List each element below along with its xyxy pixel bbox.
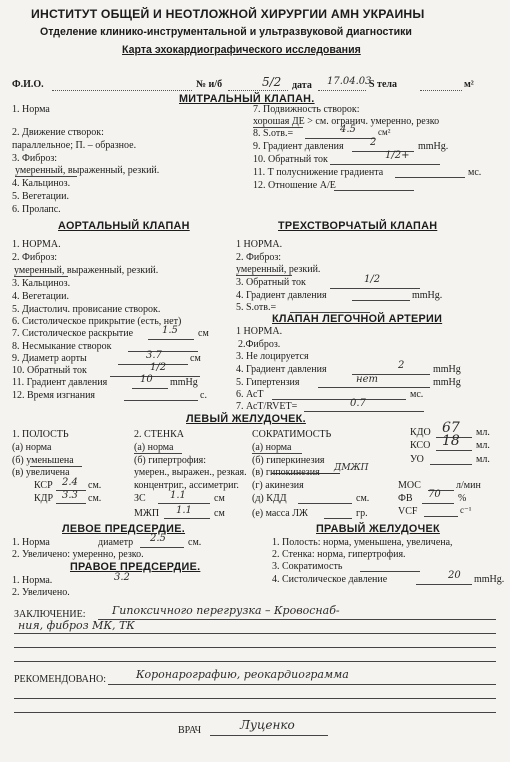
aortic-unit: mmHg — [170, 377, 198, 388]
mitral-item: 9. Градиент давления — [253, 141, 344, 152]
lv-contract-item: (б) гиперкинезия — [252, 455, 325, 466]
fill-line — [132, 388, 168, 389]
doctor-signature: Луценко — [240, 718, 295, 732]
mitral-unit: mmHg. — [418, 141, 449, 152]
mitral-item: параллельное; П. – образное. — [12, 140, 137, 151]
la-diameter-value: 2.5 — [150, 533, 166, 544]
tricuspid-item: 5. S.отв.= — [236, 302, 277, 313]
mitral-item: 5. Вегетации. — [12, 191, 70, 202]
department-title: Отделение клинико-инструментальной и ультразвуковой диагностики — [40, 26, 412, 38]
lv-param-unit: мл. — [476, 440, 490, 451]
fill-line — [430, 464, 472, 465]
mitral-item: 3. Фиброз: — [12, 153, 58, 164]
record-no-label: № и/б — [196, 79, 223, 90]
aortic-title: АОРТАЛЬНЫЙ КЛАПАН — [58, 220, 190, 232]
recommend-label: РЕКОМЕНДОВАНО: — [14, 674, 107, 685]
la-title: ЛЕВОЕ ПРЕДСЕРДИЕ. — [62, 523, 186, 535]
lv-param-label: КСО — [410, 440, 431, 451]
lv-param-label: ФВ — [398, 493, 413, 504]
lv-ksr-value: 2.4 — [62, 477, 78, 488]
aortic-unit: см — [198, 328, 209, 339]
mitral-item: хорошая ДЕ > см. огранич. умеренно, резко — [253, 116, 440, 127]
pulmonary-unit: mmHg — [433, 364, 461, 375]
mitral-reflux-value: 1/2+ — [385, 150, 410, 161]
lv-contract-item: (в) гипокинезия — [252, 467, 320, 478]
fill-line — [148, 339, 194, 340]
aortic-item: 9. Диаметр аорты — [12, 353, 87, 364]
fill-line — [14, 661, 496, 662]
lv-param-unit: л/мин — [456, 480, 481, 491]
tricuspid-item: 3. Обратный ток — [236, 277, 306, 288]
lv-cavity-item: КСР — [34, 480, 53, 491]
pulmonary-unit: mmHg — [433, 377, 461, 388]
fill-line — [324, 518, 352, 519]
fill-line — [298, 503, 352, 504]
la-item: диаметр — [98, 537, 134, 548]
lv-mzhp-value: 1.1 — [176, 505, 192, 516]
underline-mark — [15, 176, 77, 177]
fill-line — [424, 516, 458, 517]
mitral-item: умеренный, выраженный, резкий. — [15, 165, 160, 176]
fio-line — [52, 90, 192, 91]
lv-param-label: КДО — [410, 427, 431, 438]
mitral-item: 6. Пролапс. — [12, 204, 61, 215]
lv-cavity-unit: см. — [88, 480, 102, 491]
aortic-item: 8. Несмыкание створок — [12, 341, 112, 352]
lv-contract-item: (а) норма — [252, 442, 292, 453]
mitral-item: 12. Отношение А/Е — [253, 180, 336, 191]
lv-param-label: УО — [410, 454, 424, 465]
mitral-item: 2. Движение створок: — [12, 127, 104, 138]
lv-contract-item: (д) КДД — [252, 493, 287, 504]
lv-cavity-unit: см. — [88, 493, 102, 504]
lv-contract-unit: см. — [356, 493, 370, 504]
ra-title: ПРАВОЕ ПРЕДСЕРДИЕ. — [70, 561, 201, 573]
la-item: 1. Норма — [12, 537, 50, 548]
fill-line — [334, 190, 414, 191]
fill-line — [140, 547, 184, 548]
aortic-item: 1. НОРМА. — [12, 239, 61, 250]
aortic-reflux-value: 1/2 — [150, 362, 167, 373]
lv-contract-unit: гр. — [356, 508, 368, 519]
aortic-item: 7. Систолическое раскрытие — [12, 328, 134, 339]
rv-title: ПРАВЫЙ ЖЕЛУДОЧЕК — [316, 523, 440, 535]
aortic-item: 10. Обратный ток — [12, 365, 87, 376]
mitral-gradient-value: 2 — [370, 137, 377, 148]
lv-param-label: МОС — [398, 480, 421, 491]
tricuspid-unit: mmHg. — [412, 290, 443, 301]
record-no-line — [228, 90, 288, 91]
rv-item: 4. Систолическое давление — [272, 574, 388, 585]
pulmonary-item: 4. Градиент давления — [236, 364, 327, 375]
la-unit: см. — [188, 537, 202, 548]
underline-mark — [134, 453, 182, 454]
underline-mark — [252, 453, 302, 454]
record-no-value: 5/2 — [262, 75, 282, 89]
body-surface-line — [420, 90, 462, 91]
lv-ef-value: 70 — [428, 489, 441, 500]
lv-param-unit: мл. — [476, 427, 490, 438]
body-surface-label: S тела — [369, 79, 398, 90]
fio-label: Ф.И.О. — [12, 79, 44, 90]
aortic-opening-value: 1.5 — [162, 325, 178, 336]
lv-kdr-value: 3.3 — [62, 490, 78, 501]
aortic-gradient-value: 10 — [140, 374, 153, 385]
aortic-diameter-value: 3.7 — [146, 350, 162, 361]
pulmonary-item: 7. АсТ/RVET= — [236, 401, 298, 412]
lv-param-unit: % — [458, 493, 467, 504]
lv-cavity-item: (а) норма — [12, 442, 52, 453]
tricuspid-item: 1 НОРМА. — [236, 239, 283, 250]
aortic-item: 12. Время изгнания — [12, 390, 96, 401]
fill-line — [395, 177, 465, 178]
aortic-item: 6. Систолическое прикрытие (есть, нет) — [12, 316, 182, 327]
conclusion-label: ЗАКЛЮЧЕНИЕ: — [14, 609, 86, 620]
pulmonary-hypertension-value: нет — [356, 374, 378, 385]
strike-mark — [272, 473, 340, 474]
fill-line — [124, 400, 198, 401]
pulmonary-act-value: 0.7 — [350, 398, 366, 409]
fill-line — [14, 698, 496, 699]
pulmonary-title: КЛАПАН ЛЕГОЧНОЙ АРТЕРИИ — [272, 313, 443, 325]
lv-cavity-item: КДР — [34, 493, 54, 504]
fill-line — [436, 450, 472, 451]
fill-line — [360, 571, 420, 572]
lv-title: ЛЕВЫЙ ЖЕЛУДОЧЕК. — [186, 413, 306, 425]
fill-line — [330, 288, 420, 289]
lv-cavity-item: (б) уменьшена — [12, 455, 74, 466]
ra-item: 1. Норма. — [12, 575, 53, 586]
rv-item: 1. Полость: норма, уменьшена, увеличена, — [272, 537, 453, 548]
mitral-unit: см² — [378, 127, 391, 137]
mitral-item: 7. Подвижность створок: — [253, 104, 360, 115]
underline-mark — [236, 275, 292, 276]
fill-line — [272, 399, 406, 400]
ra-size-value: 3.2 — [114, 572, 130, 583]
mitral-area-value: 4.5 — [340, 124, 356, 135]
fill-line — [304, 411, 424, 412]
aortic-item: 4. Вегетации. — [12, 291, 70, 302]
pulmonary-gradient-value: 2 — [398, 360, 405, 371]
lv-param-unit: мл. — [476, 454, 490, 465]
lv-contract-item: СОКРАТИМОСТЬ — [252, 429, 332, 440]
mitral-item: 10. Обратный ток — [253, 154, 328, 165]
fill-line — [422, 503, 454, 504]
aortic-item: 2. Фиброз: — [12, 252, 58, 263]
tricuspid-item: умеренный, резкий. — [236, 264, 321, 275]
lv-wall-unit: см — [214, 493, 225, 504]
lv-param-label: VCF — [398, 506, 418, 517]
fill-line — [14, 712, 496, 713]
tricuspid-reflux-value: 1/2 — [364, 274, 381, 285]
underline-mark — [14, 276, 68, 277]
mitral-item: 1. Норма — [12, 104, 50, 115]
pulmonary-item: 2.Фиброз. — [238, 339, 281, 350]
fill-line — [98, 619, 496, 620]
card-title: Карта эхокардиографического исследования — [122, 44, 361, 56]
rv-item: 2. Стенка: норма, гипертрофия. — [272, 549, 406, 560]
lv-cavity-item: 1. ПОЛОСТЬ — [12, 429, 69, 440]
lv-kdo-value: 67 — [442, 420, 460, 436]
fill-line — [352, 300, 410, 301]
aortic-item: 3. Кальциноз. — [12, 278, 71, 289]
ra-item: 2. Увеличено. — [12, 587, 70, 598]
fill-line — [330, 164, 440, 165]
pulmonary-item: 3. Не лоцируется — [236, 351, 309, 362]
date-label: дата — [292, 80, 312, 91]
pulmonary-unit: мс. — [410, 389, 424, 400]
fill-line — [128, 351, 198, 352]
pulmonary-item: 5. Гипертензия — [236, 377, 300, 388]
lv-cavity-item: (в) увеличена — [12, 467, 70, 478]
mitral-item: 11. Т полуснижение градиента — [253, 167, 384, 178]
fill-line — [164, 518, 210, 519]
tricuspid-item: 2. Фиброз: — [236, 252, 282, 263]
la-item: 2. Увеличено: умеренно, резко. — [12, 549, 144, 560]
lv-wall-item: концентриг., ассиметриг. — [134, 480, 239, 491]
lv-wall-unit: см — [214, 508, 225, 519]
lv-wall-item: ЗС — [134, 493, 146, 504]
signature-line — [210, 735, 328, 736]
aortic-item: 5. Диастолич. провисание створок. — [12, 304, 161, 315]
mitral-item: 4. Кальциноз. — [12, 178, 71, 189]
aortic-unit: с. — [200, 390, 207, 401]
lv-wall-item: 2. СТЕНКА — [134, 429, 184, 440]
lv-param-unit: с⁻¹ — [460, 505, 472, 515]
lv-zs-value: 1.1 — [170, 490, 186, 501]
fill-line — [318, 387, 430, 388]
conclusion-line-2: ния, фиброз МК, ТК — [18, 619, 135, 632]
mitral-title: МИТРАЛЬНЫЙ КЛАПАН. — [179, 93, 315, 105]
lv-contract-item: (е) масса ЛЖ — [252, 508, 308, 519]
recommend-text: Коронарографию, реокардиограмма — [136, 668, 349, 681]
rv-unit: mmHg. — [474, 574, 505, 585]
lv-wall-item: умерен., выражен., резкая. — [134, 467, 247, 478]
aortic-item: 11. Градиент давления — [12, 377, 108, 388]
fill-line — [416, 584, 472, 585]
institute-title: ИНСТИТУТ ОБЩЕЙ И НЕОТЛОЖНОЙ ХИРУРГИИ АМН УКРАИНЫ — [31, 7, 425, 21]
rv-item: 3. Сократимость — [272, 561, 343, 572]
fill-line — [14, 647, 496, 648]
m2-unit: м² — [464, 79, 474, 90]
fill-line — [158, 503, 210, 504]
pulmonary-item: 1 НОРМА. — [236, 326, 283, 337]
fill-line — [14, 633, 496, 634]
mitral-item: 8. S.отв.= — [253, 128, 294, 139]
lv-note-value: ДМЖП — [334, 463, 369, 473]
fill-line — [56, 503, 86, 504]
aortic-item: умеренный, выраженный, резкий. — [14, 265, 159, 276]
aortic-unit: см — [190, 353, 201, 364]
fill-line — [305, 138, 375, 139]
date-line — [318, 90, 366, 91]
lv-wall-item: МЖП — [134, 508, 160, 519]
date-value: 17.04.03 — [327, 76, 372, 87]
lv-kso-value: 18 — [442, 433, 460, 449]
mitral-unit: мс. — [468, 167, 482, 178]
tricuspid-item: 4. Градиент давления — [236, 290, 327, 301]
pulmonary-item: 6. АсТ — [236, 389, 264, 400]
rv-pressure-value: 20 — [448, 570, 461, 581]
conclusion-line-1: Гипоксичного перегрузка – Кровоснаб- — [112, 604, 340, 617]
fill-line — [108, 684, 496, 685]
lv-contract-item: (г) акинезия — [252, 480, 304, 491]
lv-wall-item: (а) норма — [134, 442, 174, 453]
tricuspid-title: ТРЕХСТВОРЧАТЫЙ КЛАПАН — [278, 220, 438, 232]
doctor-label: ВРАЧ — [178, 725, 202, 736]
lv-wall-item: (б) гипертрофия: — [134, 455, 207, 466]
